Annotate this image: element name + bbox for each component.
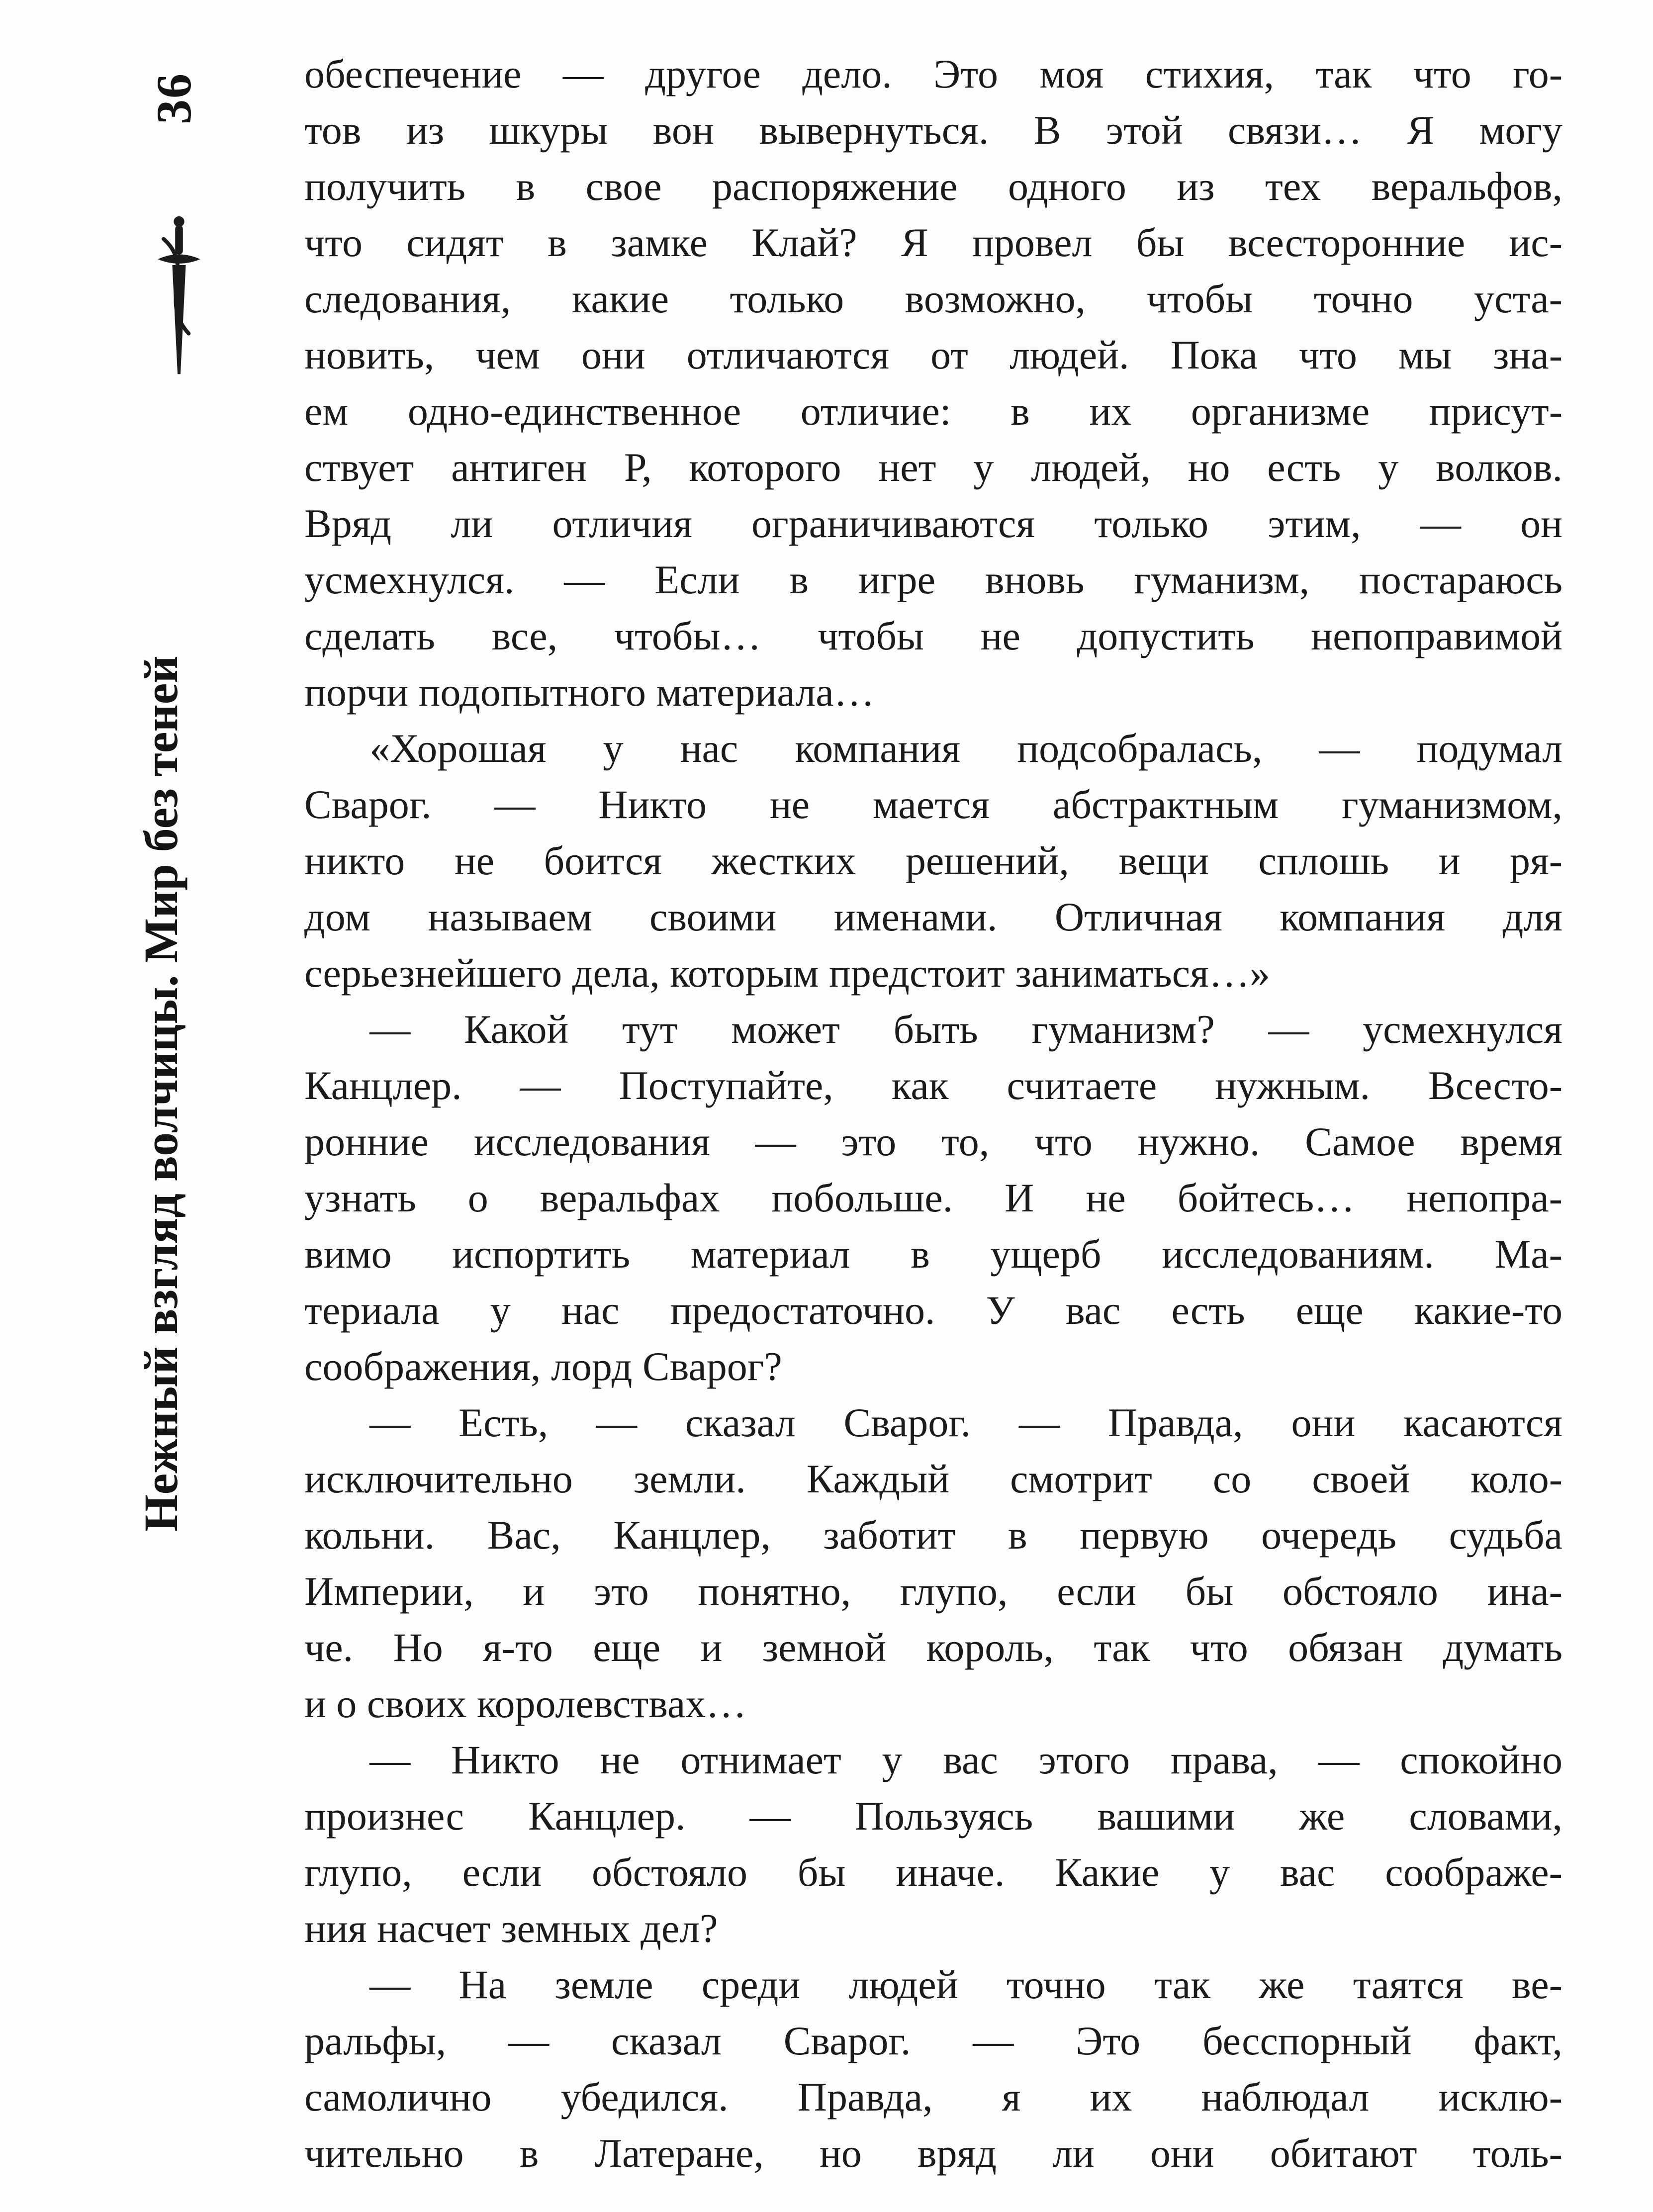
text-line: вимо испортить материал в ущерб исследованиям. Ма- bbox=[304, 1231, 1562, 1277]
text-line: обеспечение — другое дело. Это моя стихия, так что го- bbox=[304, 51, 1562, 96]
paragraph bbox=[304, 1956, 1562, 2181]
paragraph bbox=[304, 1001, 1562, 1394]
text-line: следования, какие только возможно, чтобы точно уста- bbox=[304, 276, 1562, 321]
text-line: ральфы, — сказал Сварог. — Это бесспорный факт, bbox=[304, 2018, 1562, 2063]
page-number: 36 bbox=[146, 73, 201, 124]
paragraph bbox=[304, 1732, 1562, 1956]
text-line: и о своих королевствах… bbox=[304, 1681, 747, 1726]
paragraph bbox=[304, 1394, 1562, 1732]
text-line: — Есть, — сказал Сварог. — Правда, они касаются bbox=[369, 1400, 1562, 1445]
text-line: Империи, и это понятно, глупо, если бы обстояло ина- bbox=[304, 1568, 1562, 1614]
text-line: тов из шкуры вон вывернуться. В этой связи… Я могу bbox=[304, 107, 1562, 153]
text-line: кольни. Вас, Канцлер, заботит в первую очередь судьба bbox=[304, 1512, 1562, 1558]
text-line: — Никто не отнимает у вас этого права, — спокойно bbox=[369, 1737, 1562, 1782]
text-line: самолично убедился. Правда, я их наблюдал исклю- bbox=[304, 2074, 1562, 2120]
text-line: ствует антиген Р, которого нет у людей, но есть у волков. bbox=[304, 445, 1562, 490]
paragraph bbox=[304, 720, 1562, 1001]
page-text bbox=[304, 46, 1562, 2181]
text-line: ем одно-единственное отличие: в их организме присут- bbox=[304, 388, 1562, 434]
text-line: «Хорошая у нас компания подсобралась, — подумал bbox=[369, 726, 1562, 771]
text-line: Сварог. — Никто не мается абстрактным гуманизмом, bbox=[304, 782, 1562, 827]
text-line: дом называем своими именами. Отличная компания для bbox=[304, 894, 1562, 939]
text-line: Вряд ли отличия ограничиваются только этим, — он bbox=[304, 501, 1562, 546]
text-line: соображения, лорд Сварог? bbox=[304, 1344, 782, 1389]
text-line: исключительно земли. Каждый смотрит со своей коло- bbox=[304, 1456, 1562, 1501]
text-line: ния насчет земных дел? bbox=[304, 1906, 718, 1951]
text-line: никто не боится жестких решений, вещи сплошь и ря- bbox=[304, 838, 1562, 883]
text-line: порчи подопытного материала… bbox=[304, 669, 875, 715]
text-line: получить в свое распоряжение одного из тех веральфов, bbox=[304, 164, 1562, 209]
text-line: териала у нас предостаточно. У вас есть еще какие-то bbox=[304, 1288, 1562, 1333]
margin-book-title: Нежный взгляд волчицы. Мир без теней bbox=[134, 655, 187, 1532]
text-line: — Какой тут может быть гуманизм? — усмехнулся bbox=[369, 1007, 1562, 1052]
text-line: че. Но я-то еще и земной король, так что обязан думать bbox=[304, 1625, 1562, 1670]
dagger-icon bbox=[149, 214, 209, 378]
text-line: узнать о веральфах побольше. И не бойтесь… непопра- bbox=[304, 1175, 1562, 1220]
paragraph bbox=[304, 46, 1562, 720]
text-line: сделать все, чтобы… чтобы не допустить непоправимой bbox=[304, 613, 1562, 658]
text-line: серьезнейшего дела, которым предстоит заниматься…» bbox=[304, 950, 1270, 996]
text-line: что сидят в замке Клай? Я провел бы всесторонние ис- bbox=[304, 220, 1562, 265]
text-line: ронние исследования — это то, что нужно. Самое время bbox=[304, 1119, 1562, 1164]
text-line: чительно в Латеране, но вряд ли они обитают толь- bbox=[304, 2130, 1562, 2176]
text-line: глупо, если обстояло бы иначе. Какие у вас соображе- bbox=[304, 1849, 1562, 1895]
text-line: произнес Канцлер. — Пользуясь вашими же словами, bbox=[304, 1793, 1562, 1839]
text-line: усмехнулся. — Если в игре вновь гуманизм, постараюсь bbox=[304, 557, 1562, 602]
text-line: Канцлер. — Поступайте, как считаете нужным. Всесто- bbox=[304, 1063, 1562, 1108]
text-line: — На земле среди людей точно так же таятся ве- bbox=[369, 1962, 1562, 2007]
text-line: новить, чем они отличаются от людей. Пока что мы зна- bbox=[304, 332, 1562, 377]
